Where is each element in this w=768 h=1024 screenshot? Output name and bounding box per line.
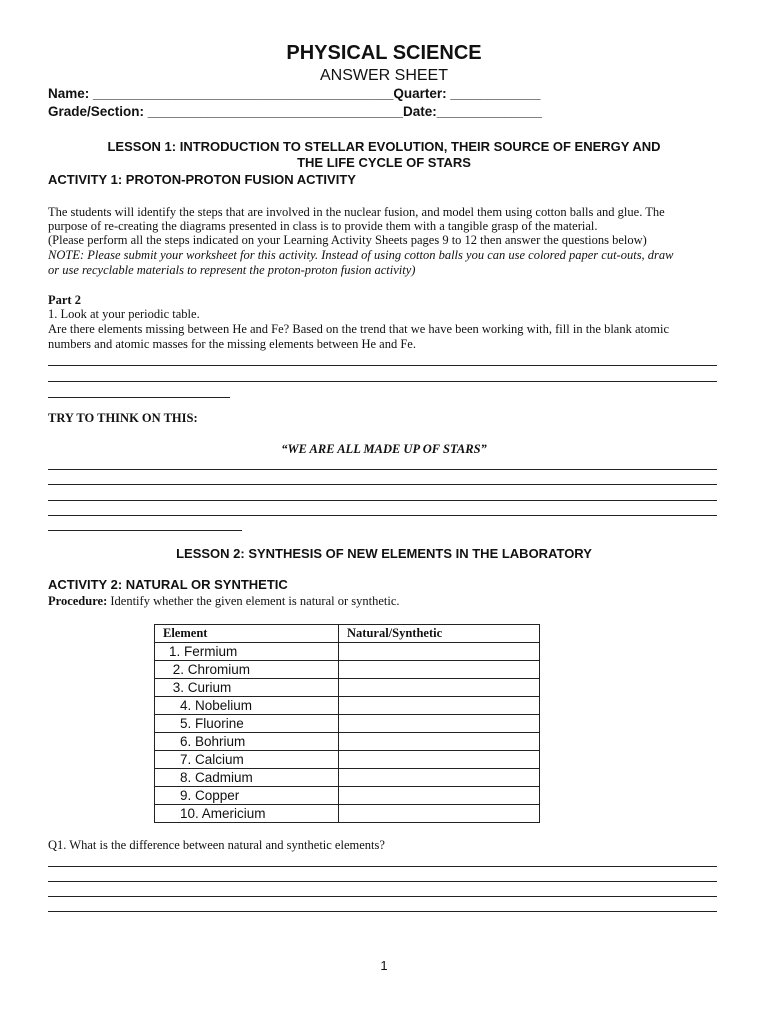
note-text-line1: NOTE: Please submit your worksheet for this activity. Instead of using cotton balls you can use colored paper cut-outs, draw [48,248,674,262]
element-cell: 2. Chromium [155,661,339,679]
intro-text-line3: (Please perform all the steps indicated on your Learning Activity Sheets pages 9 to 12 then answer the questions below) [48,233,647,247]
answer-cell[interactable] [339,751,540,769]
procedure-instruction: Identify whether the given element is natural or synthetic. [107,594,400,608]
answer-cell[interactable] [339,715,540,733]
part2-question-line1: Are there elements missing between He and Fe? Based on the trend that we have been working with, fill in the blank atomic [48,322,669,336]
procedure-label: Procedure: [48,594,108,608]
table-row [155,733,540,751]
table-row [155,643,540,661]
name-quarter-field: Name: ________________________________________Quarter: ____________ [48,86,541,101]
column-header-element: Element [155,625,339,643]
q1-text: Q1. What is the difference between natural and synthetic elements? [48,838,385,852]
element-cell: 5. Fluorine [155,715,339,733]
answer-line[interactable] [48,381,717,382]
part2-question-line2: numbers and atomic masses for the missing elements between He and Fe. [48,337,416,351]
table-row [155,679,540,697]
element-cell: 9. Copper [155,787,339,805]
table-header-row [155,625,540,643]
element-cell: 1. Fermium [155,643,339,661]
table-row [155,805,540,823]
think-quote: “WE ARE ALL MADE UP OF STARS” [281,442,487,456]
answer-line[interactable] [48,881,717,882]
think-heading: TRY TO THINK ON THIS: [48,411,198,425]
element-cell: 7. Calcium [155,751,339,769]
table-row [155,661,540,679]
column-header-natural-synthetic: Natural/Synthetic [339,625,540,643]
part2-label: Part 2 [48,293,81,307]
answer-line[interactable] [48,515,717,516]
answer-cell[interactable] [339,787,540,805]
grade-date-field: Grade/Section: __________________________________Date:______________ [48,104,542,119]
answer-cell[interactable] [339,769,540,787]
table-row [155,715,540,733]
answer-cell[interactable] [339,661,540,679]
procedure-text [48,594,400,609]
answer-line[interactable] [48,896,717,897]
table-row [155,751,540,769]
answer-line[interactable] [48,469,717,470]
answer-line[interactable] [48,500,717,501]
answer-cell[interactable] [339,697,540,715]
element-cell: 3. Curium [155,679,339,697]
activity1-heading: ACTIVITY 1: PROTON-PROTON FUSION ACTIVITY [48,172,356,187]
table-row [155,769,540,787]
table-row [155,787,540,805]
lesson2-heading: LESSON 2: SYNTHESIS OF NEW ELEMENTS IN THE LABORATORY [176,546,592,561]
intro-text-line2: purpose of re-creating the diagrams presented in class is to provide them with a tangible grasp of the material. [48,219,598,233]
answer-cell[interactable] [339,805,540,823]
element-cell: 4. Nobelium [155,697,339,715]
note-text-line2: or use recyclable materials to represent the proton-proton fusion activity) [48,263,416,277]
lesson1-heading-line1: LESSON 1: INTRODUCTION TO STELLAR EVOLUTION, THEIR SOURCE OF ENERGY AND [107,139,661,154]
page-number: 1 [380,958,388,973]
table-row [155,697,540,715]
answer-cell[interactable] [339,679,540,697]
page-title: PHYSICAL SCIENCE [286,42,482,64]
lesson1-heading-line2: THE LIFE CYCLE OF STARS [297,155,471,170]
answer-line[interactable] [48,365,717,366]
element-table [154,624,540,823]
page-subtitle: ANSWER SHEET [319,67,448,84]
activity2-heading: ACTIVITY 2: NATURAL OR SYNTHETIC [48,577,288,592]
element-cell: 8. Cadmium [155,769,339,787]
answer-line[interactable] [48,397,230,398]
element-cell: 6. Bohrium [155,733,339,751]
answer-line[interactable] [48,484,717,485]
answer-cell[interactable] [339,643,540,661]
answer-line[interactable] [48,530,242,531]
answer-line[interactable] [48,866,717,867]
answer-cell[interactable] [339,733,540,751]
intro-text-line1: The students will identify the steps that are involved in the nuclear fusion, and model them using cotton balls and glue. The [48,205,665,219]
answer-line[interactable] [48,911,717,912]
element-cell: 10. Americium [155,805,339,823]
part2-step1: 1. Look at your periodic table. [48,307,200,321]
